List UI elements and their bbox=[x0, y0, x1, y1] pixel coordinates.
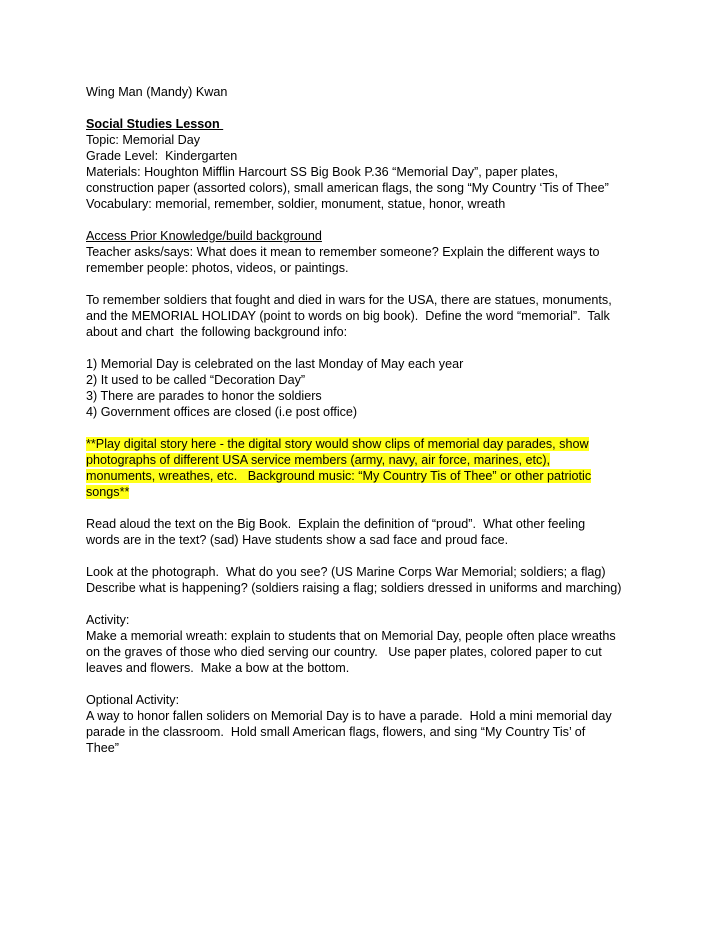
activity-text: on the graves of those who died serving our country. Use paper plates, colored paper to cut bbox=[86, 645, 602, 659]
lesson-vocabulary: Vocabulary: memorial, remember, soldier, monument, statue, honor, wreath bbox=[86, 197, 506, 211]
lesson-heading: Social Studies Lesson bbox=[86, 117, 224, 131]
fact-item: 1) Memorial Day is celebrated on the last Monday of May each year bbox=[86, 357, 464, 371]
spacer bbox=[86, 212, 722, 228]
activity-text: leaves and flowers. Make a bow at the bottom. bbox=[86, 661, 350, 675]
background-paragraph: To remember soldiers that fought and died in wars for the USA, there are statues, monuments, bbox=[86, 293, 612, 307]
digital-story-highlight bbox=[86, 452, 722, 468]
lesson-grade: Grade Level: Kindergarten bbox=[86, 149, 238, 163]
photograph-text: Describe what is happening? (soldiers raising a flag; soldiers dressed in uniforms and marching) bbox=[86, 581, 622, 595]
lesson-materials: Materials: Houghton Mifflin Harcourt SS Big Book P.36 “Memorial Day”, paper plates, bbox=[86, 165, 559, 179]
background-paragraph: about and chart the following background info: bbox=[86, 325, 348, 339]
read-aloud-text: Read aloud the text on the Big Book. Explain the definition of “proud”. What other feeling bbox=[86, 517, 586, 531]
spacer bbox=[86, 340, 722, 356]
highlighted-text: photographs of different USA service members (army, navy, air force, marines, etc), bbox=[86, 453, 551, 467]
spacer bbox=[86, 276, 722, 292]
read-aloud-text: words are in the text? (sad) Have students show a sad face and proud face. bbox=[86, 533, 509, 547]
fact-item: 4) Government offices are closed (i.e post office) bbox=[86, 405, 358, 419]
optional-activity-heading: Optional Activity: bbox=[86, 693, 180, 707]
digital-story-highlight bbox=[86, 484, 722, 500]
activity-heading: Activity: bbox=[86, 613, 130, 627]
prior-knowledge-text: Teacher asks/says: What does it mean to remember someone? Explain the different ways to bbox=[86, 245, 600, 259]
highlighted-text: songs** bbox=[86, 485, 130, 499]
activity-text: Make a memorial wreath: explain to students that on Memorial Day, people often place wreaths bbox=[86, 629, 616, 643]
digital-story-highlight bbox=[86, 468, 722, 484]
spacer bbox=[86, 676, 722, 692]
digital-story-highlight bbox=[86, 436, 722, 452]
optional-activity-text: Thee” bbox=[86, 741, 119, 755]
background-paragraph: and the MEMORIAL HOLIDAY (point to words on big book). Define the word “memorial”. Talk bbox=[86, 309, 610, 323]
spacer bbox=[86, 500, 722, 516]
lesson-topic: Topic: Memorial Day bbox=[86, 133, 201, 147]
fact-item: 3) There are parades to honor the soldiers bbox=[86, 389, 322, 403]
spacer bbox=[86, 548, 722, 564]
document-page bbox=[86, 84, 722, 756]
prior-knowledge-text: remember people: photos, videos, or paintings. bbox=[86, 261, 349, 275]
optional-activity-text: parade in the classroom. Hold small American flags, flowers, and sing “My Country Tis’ of bbox=[86, 725, 586, 739]
prior-knowledge-heading: Access Prior Knowledge/build background bbox=[86, 229, 322, 243]
lesson-materials-cont: construction paper (assorted colors), small american flags, the song “My Country ‘Tis of Thee” bbox=[86, 181, 609, 195]
fact-item: 2) It used to be called “Decoration Day” bbox=[86, 373, 306, 387]
spacer bbox=[86, 420, 722, 436]
optional-activity-text: A way to honor fallen soliders on Memorial Day is to have a parade. Hold a mini memorial day bbox=[86, 709, 612, 723]
highlighted-text: monuments, wreathes, etc. Background music: “My Country Tis of Thee” or other patriotic bbox=[86, 469, 592, 483]
author-name: Wing Man (Mandy) Kwan bbox=[86, 85, 228, 99]
spacer bbox=[86, 596, 722, 612]
photograph-text: Look at the photograph. What do you see? (US Marine Corps War Memorial; soldiers; a flag) bbox=[86, 565, 606, 579]
highlighted-text: **Play digital story here - the digital story would show clips of memorial day parades, show bbox=[86, 437, 589, 451]
spacer bbox=[86, 100, 722, 116]
